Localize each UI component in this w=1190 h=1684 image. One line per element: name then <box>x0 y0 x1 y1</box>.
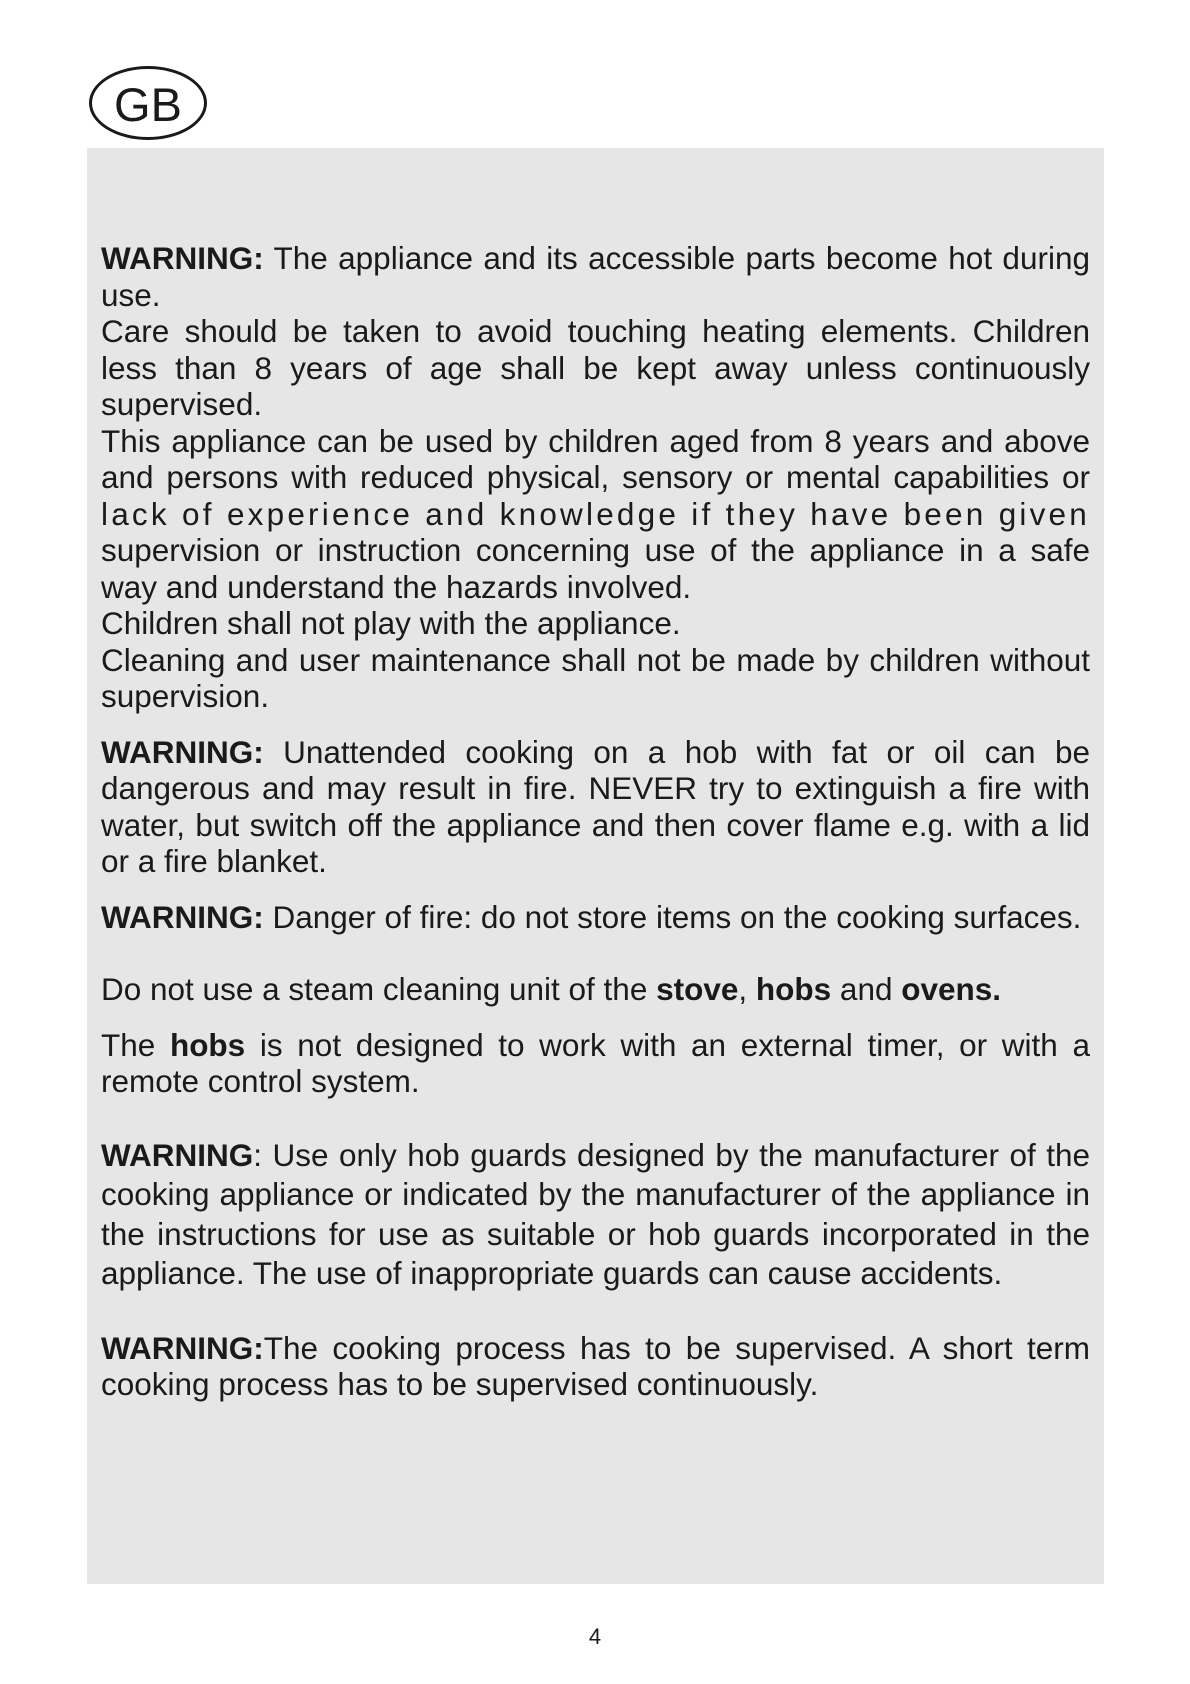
warning-danger-of-fire: WARNING: Danger of fire: do not store items on the cooking surfaces. <box>101 898 1082 935</box>
warning-children-play: Children shall not play with the appliance. <box>101 605 681 641</box>
country-badge-label: GB <box>114 77 182 131</box>
warning-unattended-cooking: WARNING: Unattended cooking on a hob with fat or oil can be dangerous and may result in fire. NEVER try to extinguish a fire with water, but switch off the appliance and then cover flame e.g. with a lid or a fire blanket. <box>101 733 1090 879</box>
warning-heating-elements: Care should be taken to avoid touching heating elements. Children less than 8 years of age shall be kept away unless continuously supervised. <box>101 313 1090 422</box>
warning-hot-parts: WARNING: The appliance and its accessible parts become hot during use. <box>101 240 1090 313</box>
external-timer-notice: The hobs is not designed to work with an external timer, or with a remote control system. <box>101 1026 1091 1099</box>
warning-label: WARNING <box>101 1136 254 1173</box>
steam-cleaning-notice: Do not use a steam cleaning unit of the stove, hobs and ovens. <box>101 971 1002 1007</box>
warning-label: WARNING: <box>101 240 264 276</box>
warning-children-capabilities: This appliance can be used by children aged from 8 years and above and persons with reduced physical, sensory or mental capabilities or lack of experience and knowledge if they have been given supervision or instruction concerning use of the appliance in a safe way and understand the hazards involved. <box>101 422 1090 605</box>
page-number: 4 <box>588 1624 602 1649</box>
warning-label: WARNING: <box>101 733 264 770</box>
warning-cleaning-maintenance: Cleaning and user maintenance shall not be made by children without supervision. <box>101 641 1090 714</box>
country-badge-gb <box>89 66 207 140</box>
warning-supervision: WARNING:The cooking process has to be supervised. A short term cooking process has to be supervised continuously. <box>101 1329 1090 1402</box>
warning-hob-guards: WARNING: Use only hob guards designed by the manufacturer of the cooking appliance or indicated by the manufacturer of the appliance in the instructions for use as suitable or hob guards incorporated in the appliance. The use of inappropriate guards can cause accidents. <box>101 1136 1090 1291</box>
warning-content <box>101 240 1090 1403</box>
warning-label: WARNING: <box>101 898 264 935</box>
warning-label: WARNING: <box>101 1329 264 1366</box>
